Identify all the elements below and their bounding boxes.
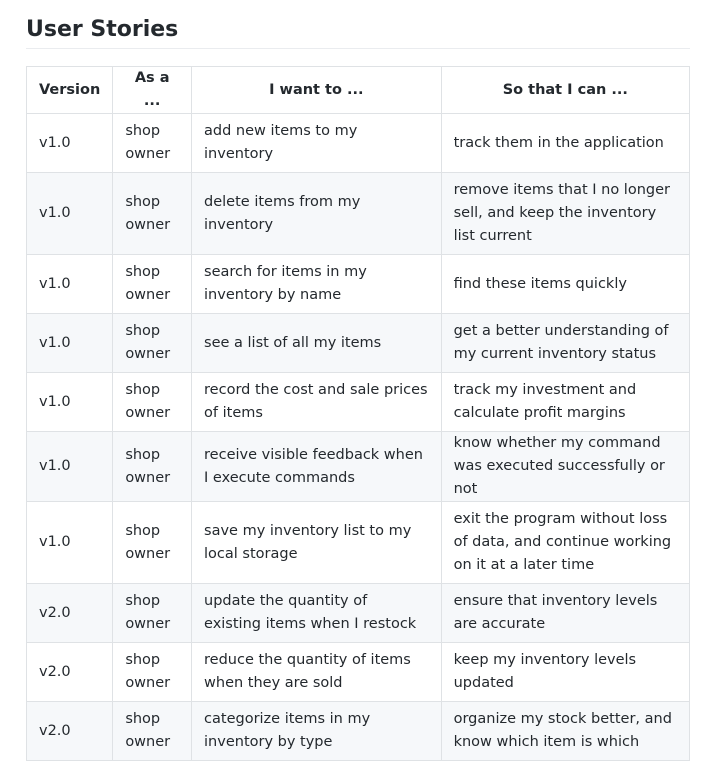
table-row <box>27 373 690 432</box>
cell-so-that: track my investment and calculate profit margins <box>441 373 689 432</box>
cell-want: save my inventory list to my local storage <box>192 502 442 584</box>
cell-version: v1.0 <box>27 502 113 584</box>
cell-role: shop owner <box>113 584 192 643</box>
user-stories-section <box>26 0 690 750</box>
cell-so-that: know whether my command was executed successfully or not <box>441 432 689 502</box>
table-row <box>27 255 690 314</box>
cell-version: v1.0 <box>27 314 113 373</box>
column-header-role: As a ... <box>113 67 192 114</box>
cell-role: shop owner <box>113 314 192 373</box>
cell-want: categorize items in my inventory by type <box>192 702 442 761</box>
cell-want: receive visible feedback when I execute commands <box>192 432 442 502</box>
cell-role: shop owner <box>113 432 192 502</box>
cell-version: v1.0 <box>27 432 113 502</box>
cell-version: v1.0 <box>27 373 113 432</box>
table-row <box>27 432 690 502</box>
cell-role: shop owner <box>113 173 192 255</box>
cell-so-that: track them in the application <box>441 114 689 173</box>
cell-version: v1.0 <box>27 114 113 173</box>
cell-version: v2.0 <box>27 643 113 702</box>
cell-version: v2.0 <box>27 702 113 761</box>
cell-want: reduce the quantity of items when they are sold <box>192 643 442 702</box>
cell-role: shop owner <box>113 702 192 761</box>
cell-so-that: get a better understanding of my current inventory status <box>441 314 689 373</box>
cell-want: update the quantity of existing items when I restock <box>192 584 442 643</box>
column-header-want: I want to ... <box>192 67 442 114</box>
table-row <box>27 702 690 761</box>
cell-so-that: ensure that inventory levels are accurate <box>441 584 689 643</box>
page-title: User Stories <box>26 0 690 49</box>
cell-version: v2.0 <box>27 584 113 643</box>
cell-want: search for items in my inventory by name <box>192 255 442 314</box>
column-header-version: Version <box>27 67 113 114</box>
cell-so-that: organize my stock better, and know which item is which <box>441 702 689 761</box>
user-stories-table <box>26 66 690 761</box>
table-row <box>27 114 690 173</box>
cell-role: shop owner <box>113 373 192 432</box>
table-header-row <box>27 67 690 114</box>
table-row <box>27 584 690 643</box>
cell-so-that: remove items that I no longer sell, and keep the inventory list current <box>441 173 689 255</box>
cell-so-that: find these items quickly <box>441 255 689 314</box>
cell-so-that: exit the program without loss of data, and continue working on it at a later time <box>441 502 689 584</box>
cell-role: shop owner <box>113 255 192 314</box>
cell-role: shop owner <box>113 643 192 702</box>
cell-want: add new items to my inventory <box>192 114 442 173</box>
cell-want: record the cost and sale prices of items <box>192 373 442 432</box>
table-row <box>27 173 690 255</box>
table-row <box>27 314 690 373</box>
cell-version: v1.0 <box>27 255 113 314</box>
cell-want: see a list of all my items <box>192 314 442 373</box>
cell-role: shop owner <box>113 114 192 173</box>
cell-version: v1.0 <box>27 173 113 255</box>
table-row <box>27 502 690 584</box>
cell-so-that: keep my inventory levels updated <box>441 643 689 702</box>
table-row <box>27 643 690 702</box>
cell-role: shop owner <box>113 502 192 584</box>
column-header-so-that: So that I can ... <box>441 67 689 114</box>
cell-want: delete items from my inventory <box>192 173 442 255</box>
